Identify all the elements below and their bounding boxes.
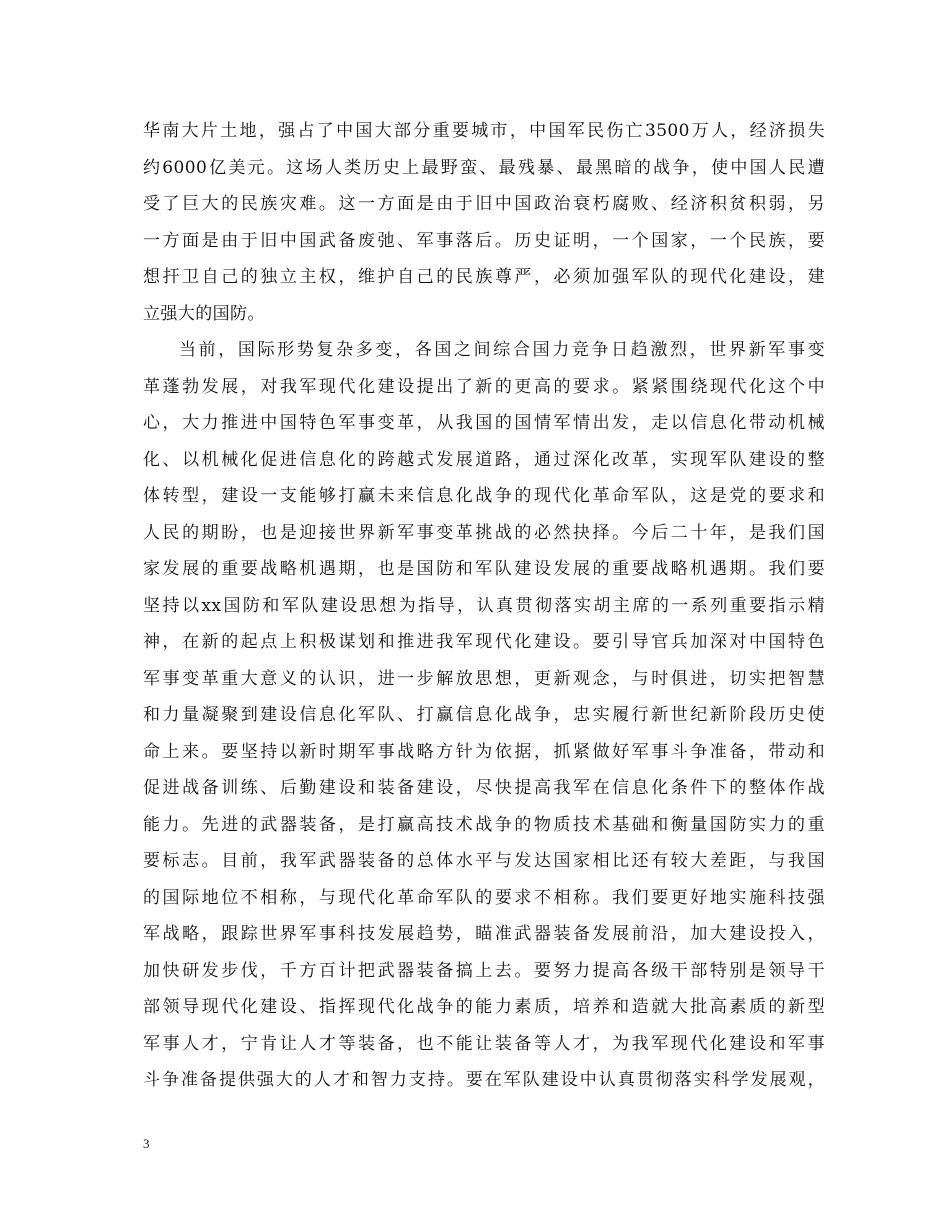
text-line: 立强大的国防。 — [143, 303, 265, 324]
text-line: 约6000亿美元。这场人类历史上最野蛮、最残暴、最黑暗的战争，使中国人民遭 — [143, 157, 825, 178]
page-number: 3 — [143, 1136, 150, 1151]
document-body — [143, 113, 825, 1099]
text-line: 神，在新的起点上积极谋划和推进我军现代化建设。要引导官兵加深对中国特色 — [143, 632, 825, 652]
text-line: 和力量凝聚到建设信息化军队、打赢信息化战争，忠实履行新世纪新阶段历史使 — [143, 705, 825, 725]
text-line: 加快研发步伐，千方百计把武器装备搞上去。要努力提高各级干部特别是领导干 — [143, 960, 825, 981]
paragraph — [143, 332, 825, 1099]
text-line: 促进战备训练、后勤建设和装备建设，尽快提高我军在信息化条件下的整体作战 — [143, 778, 825, 798]
text-line: 军事人才，宁肯让人才等装备，也不能让装备等人才，为我军现代化建设和军事 — [143, 1033, 825, 1054]
text-line: 要标志。目前，我军武器装备的总体水平与发达国家相比还有较大差距，与我国 — [143, 851, 825, 871]
text-line: 军事变革重大意义的认识，进一步解放思想，更新观念，与时俱进，切实把智慧 — [143, 668, 825, 689]
text-line: 受了巨大的民族灾难。这一方面是由于旧中国政治衰朽腐败、经济积贫积弱，另 — [143, 194, 825, 214]
text-line: 部领导现代化建设、指挥现代化战争的能力素质，培养和造就大批高素质的新型 — [143, 997, 825, 1017]
text-line: 体转型，建设一支能够打赢未来信息化战争的现代化革命军队，这是党的要求和 — [143, 486, 825, 506]
text-line: 心，大力推进中国特色军事变革，从我国的国情军情出发，走以信息化带动机械 — [143, 413, 825, 433]
text-line: 人民的期盼，也是迎接世界新军事变革挑战的必然抉择。今后二十年，是我们国 — [143, 522, 825, 543]
text-line: 坚持以xx国防和军队建设思想为指导，认真贯彻落实胡主席的一系列重要指示精 — [143, 595, 825, 616]
text-line: 命上来。要坚持以新时期军事战略方针为依据，抓紧做好军事斗争准备，带动和 — [143, 741, 825, 762]
text-line: 一方面是由于旧中国武备废弛、军事落后。历史证明，一个国家，一个民族，要 — [143, 230, 825, 251]
text-line: 能力。先进的武器装备，是打赢高技术战争的物质技术基础和衡量国防实力的重 — [143, 814, 825, 835]
text-line: 革蓬勃发展，对我军现代化建设提出了新的更高的要求。紧紧围绕现代化这个中 — [143, 376, 825, 397]
text-line: 化、以机械化促进信息化的跨越式发展道路，通过深化改革，实现军队建设的整 — [143, 449, 825, 470]
text-line: 家发展的重要战略机遇期，也是国防和军队建设发展的重要战略机遇期。我们要 — [143, 559, 825, 579]
text-line: 想扞卫自己的独立主权，维护自己的民族尊严，必须加强军队的现代化建设，建 — [143, 267, 825, 287]
text-line: 斗争准备提供强大的人才和智力支持。要在军队建设中认真贯彻落实科学发展观， — [143, 1070, 825, 1090]
paragraph — [143, 113, 825, 332]
text-line: 的国际地位不相称，与现代化革命军队的要求不相称。我们要更好地实施科技强 — [143, 887, 825, 908]
text-line: 华南大片土地，强占了中国大部分重要城市，中国军民伤亡3500万人，经济损失 — [143, 121, 825, 141]
text-line: 当前，国际形势复杂多变，各国之间综合国力竞争日趋激烈，世界新军事变 — [179, 340, 825, 360]
text-line: 军战略，跟踪世界军事科技发展趋势，瞄准武器装备发展前沿，加大建设投入， — [143, 924, 825, 944]
